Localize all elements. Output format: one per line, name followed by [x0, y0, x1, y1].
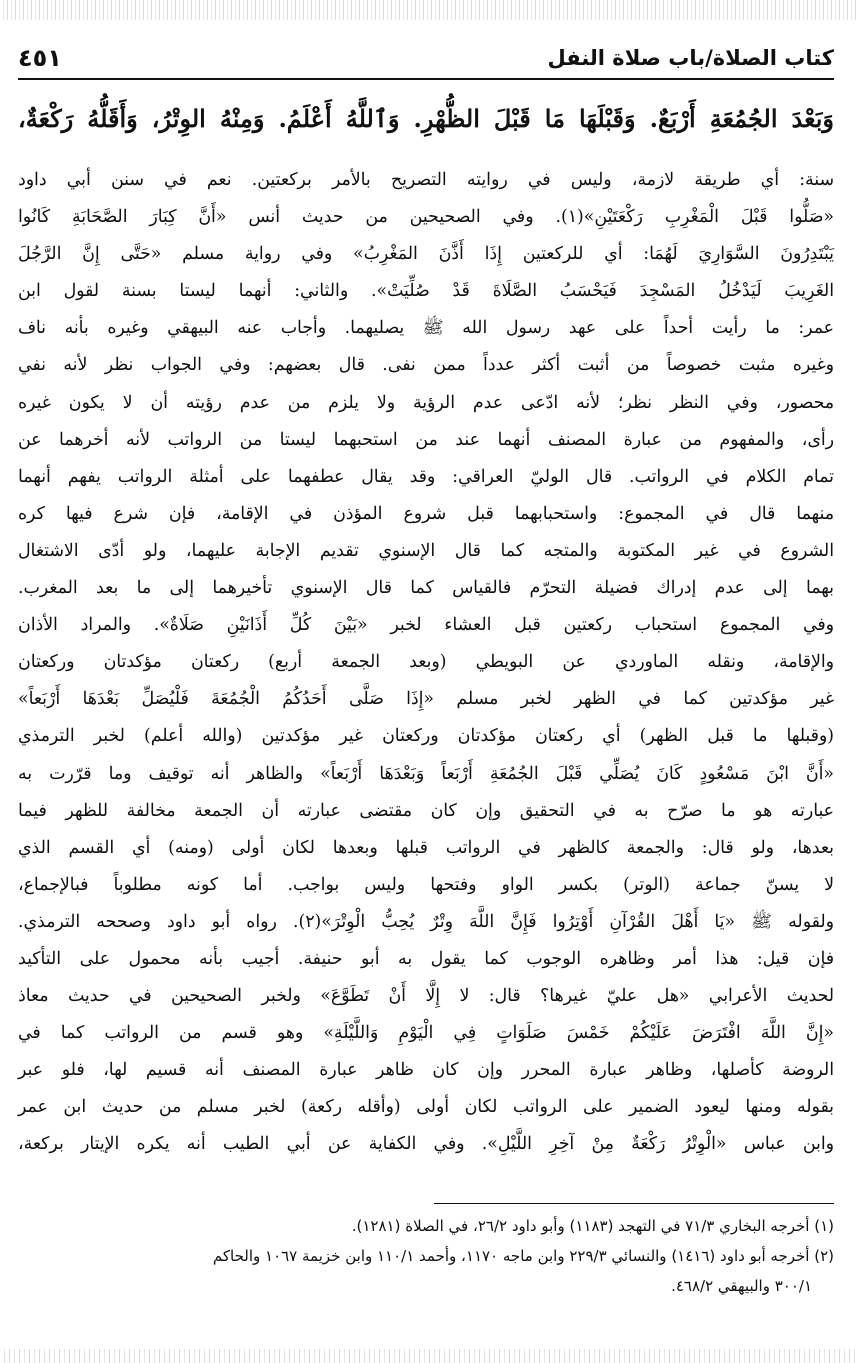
commentary-line: محصور، وفي النظر نظر؛ لأنه ادّعى عدم الرؤية ولا يلزم من عدم رؤيته أن لا يكون غيره — [18, 392, 834, 413]
commentary-line: لحديث الأعرابي «هل عليّ غيرها؟ قال: لا إِلَّا أَنْ تَطَوَّعَ» ولخبر الصحيحين في حديث معاذ — [18, 986, 834, 1007]
commentary-line: «إِنَّ اللَّهَ افْتَرَضَ عَلَيْكُمْ خَمْسَ صَلَوَاتٍ فِي الْيَوْمِ وَاللَّيْلَةِ» وهو قسم من الرواتب كما في — [18, 1023, 834, 1044]
commentary-body — [18, 162, 834, 1202]
commentary-line: الروضة كأصلها، وظاهر عبارة المحرر وإن كان ظاهر عبارة المصنف أنه قسيم لها، فلو عبر — [18, 1060, 834, 1081]
commentary-line: منهما قال في المجموع: واستحبابهما قبل شروع المؤذن في الإقامة، فإن شرع فيها كره — [18, 503, 834, 524]
commentary-line — [18, 1164, 834, 1201]
footnote-1: (١) أخرجه البخاري ٧١/٣ في التهجد (١١٨٣) وأبو داود ٢٦/٢، في الصلاة (١٢٨١). — [351, 1217, 834, 1235]
commentary-line: تمام الكلام في الرواتب. قال الوليّ العراقي: وقد يقال عطفهما على أمثلة الرواتب يفهم أنهما — [18, 466, 834, 487]
commentary-line: «أَنَّ ابْنَ مَسْعُودٍ كَانَ يُصَلِّي قَبْلَ الجُمُعَةِ أَرْبَعاً وَبَعْدَهَا أَرْبَعاً» والظاهر أنه توقيف وما قرّرت به — [18, 763, 834, 784]
commentary-line: وغيره مثبت خصوصاً من أثبت أكثر عدداً ممن نفى. قال بعضهم: وفي الجواب نظر لأنه نفي — [18, 355, 834, 376]
commentary-line: بهما إلى عدم إدراك فضيلة التحرّم فالقياس كما قال الإسنوي تأخيرهما إلى ما بعد المغرب. — [18, 578, 834, 599]
page-number: ٤٥١ — [18, 44, 62, 72]
commentary-line: رأى، والمفهوم من عبارة المصنف أنهما عند من استحبهما ليستا من الرواتب لأنه أخرهما عن — [18, 429, 834, 450]
scan-noise-top — [0, 0, 856, 20]
commentary-line: «صَلُّوا قَبْلَ الْمَغْرِبِ رَكْعَتَيْنِ»(١). وفي الصحيحين من حديث أنس «أَنَّ كِبَارَ الصَّحَابَةِ كَانُوا — [18, 207, 835, 228]
commentary-line: سنة: أي طريقة لازمة، وليس في روايته التصريح بالأمر بركعتين. نعم في سنن أبي داود — [18, 170, 834, 190]
commentary-line: والإقامة، ونقله الماوردي عن البويطي (وبعد الجمعة أربع) ركعتان مؤكدتان وركعتان — [18, 652, 834, 673]
commentary-line: ولقوله ﷺ «يَا أَهْلَ القُرْآنِ أَوْتِرُوا فَإِنَّ اللَّهَ وِتْرٌ يُحِبُّ الْوِتْرَ»(٢). رواه أبو داود وصححه الترمذي. — [18, 911, 834, 932]
page-header — [18, 44, 834, 80]
commentary-line: فإن قيل: هذا أمر وظاهره الوجوب كما يقول به أبو حنيفة. أجيب بأنه محمول على التأكيد — [18, 948, 834, 969]
running-title: كتاب الصلاة/باب صلاة النفل — [547, 46, 834, 70]
commentary-line: لا يسنّ جماعة (الوتر) بكسر الواو وفتحها وليس بواجب. أما كونه مطلوباً فبالإجماع، — [18, 874, 834, 895]
commentary-line: وفي المجموع استحباب ركعتين قبل العشاء لخبر «بَيْنَ كُلِّ أَذَانَيْنِ صَلَاةٌ». والمراد الأذان — [18, 615, 834, 636]
commentary-line: عبارته هو ما صرّح به في التحقيق وإن كان مقتضى عبارته أن الجمعة مخالفة للظهر فيما — [18, 800, 834, 821]
matn-text: وَبَعْدَ الجُمُعَةِ أَرْبَعٌ. وَقَبْلَهَا مَا قَبْلَ الظُّهْرِ. وَٱللَّهُ أَعْلَمُ. وَمِنْهُ الوِتْرُ، وَأَقَلُّهُ رَكْعَةٌ، — [18, 104, 834, 133]
commentary-line: بعدها، ولو قال: والجمعة كالظهر في الرواتب قبلها وبعدها لكان أولى (ومنه) أي القسم الذي — [18, 837, 834, 858]
scan-noise-bottom — [0, 1349, 856, 1363]
footnotes — [18, 1211, 834, 1301]
commentary-line: يَبْتَدِرُونَ السَّوَارِيَ لَهُمَا: أي للركعتين إِذَا أَذَّنَ المَغْرِبُ» وفي رواية مسلم «حَتَّى إِنَّ الرَّجُلَ — [18, 244, 834, 265]
commentary-line: الغَرِيبَ لَيَدْخُلُ المَسْجِدَ فَيَحْسَبُ الصَّلَاةَ قَدْ صُلِّيَتْ». والثاني: أنهما ليستا بسنة لقول ابن — [18, 281, 834, 302]
commentary-line: الشروع في غير المكتوبة والمتجه كما قال الإسنوي تقديم الإجابة عليهما، ولو أدّى الاشتغال — [18, 540, 834, 561]
commentary-line: وابن عباس «الْوِتْرُ رَكْعَةٌ مِنْ آخِرِ اللَّيْلِ». وفي الكفاية عن أبي الطيب أنه يكره الإيتار بركعة، — [18, 1134, 834, 1155]
commentary-line: بقوله ومنها ليعود الضمير على الرواتب لكان أولى (وأقله ركعة) لخبر مسلم من حديث ابن عمر — [18, 1097, 834, 1118]
commentary-line: (وقبلها ما قبل الظهر) أي ركعتان مؤكدتان وركعتان غير مؤكدتين (والله أعلم) لخبر الترمذي — [18, 726, 834, 747]
footnote-divider — [434, 1203, 834, 1204]
footnote-2: (٢) أخرجه أبو داود (١٤١٦) والنسائي ٢٢٩/٣ وابن ماجه ١١٧٠، وأحمد ١١٠/١ وابن خزيمة ١٠٦٧ والحاكم — [212, 1247, 834, 1265]
commentary-line: غير مؤكدتين كما في الظهر لخبر مسلم «إِذَا صَلَّى أَحَدُكُمُ الْجُمُعَةَ فَلْيُصَلِّ بَعْدَهَا أَرْبَعاً» — [18, 689, 834, 710]
footnote-2-continuation: ٣٠٠/١ والبيهقي ٤٦٨/٢. — [671, 1277, 812, 1295]
commentary-line: عمر: ما رأيت أحداً على عهد رسول الله ﷺ يصليهما. وأجاب عنه البيهقي وغيره بأنه ناف — [18, 318, 834, 339]
